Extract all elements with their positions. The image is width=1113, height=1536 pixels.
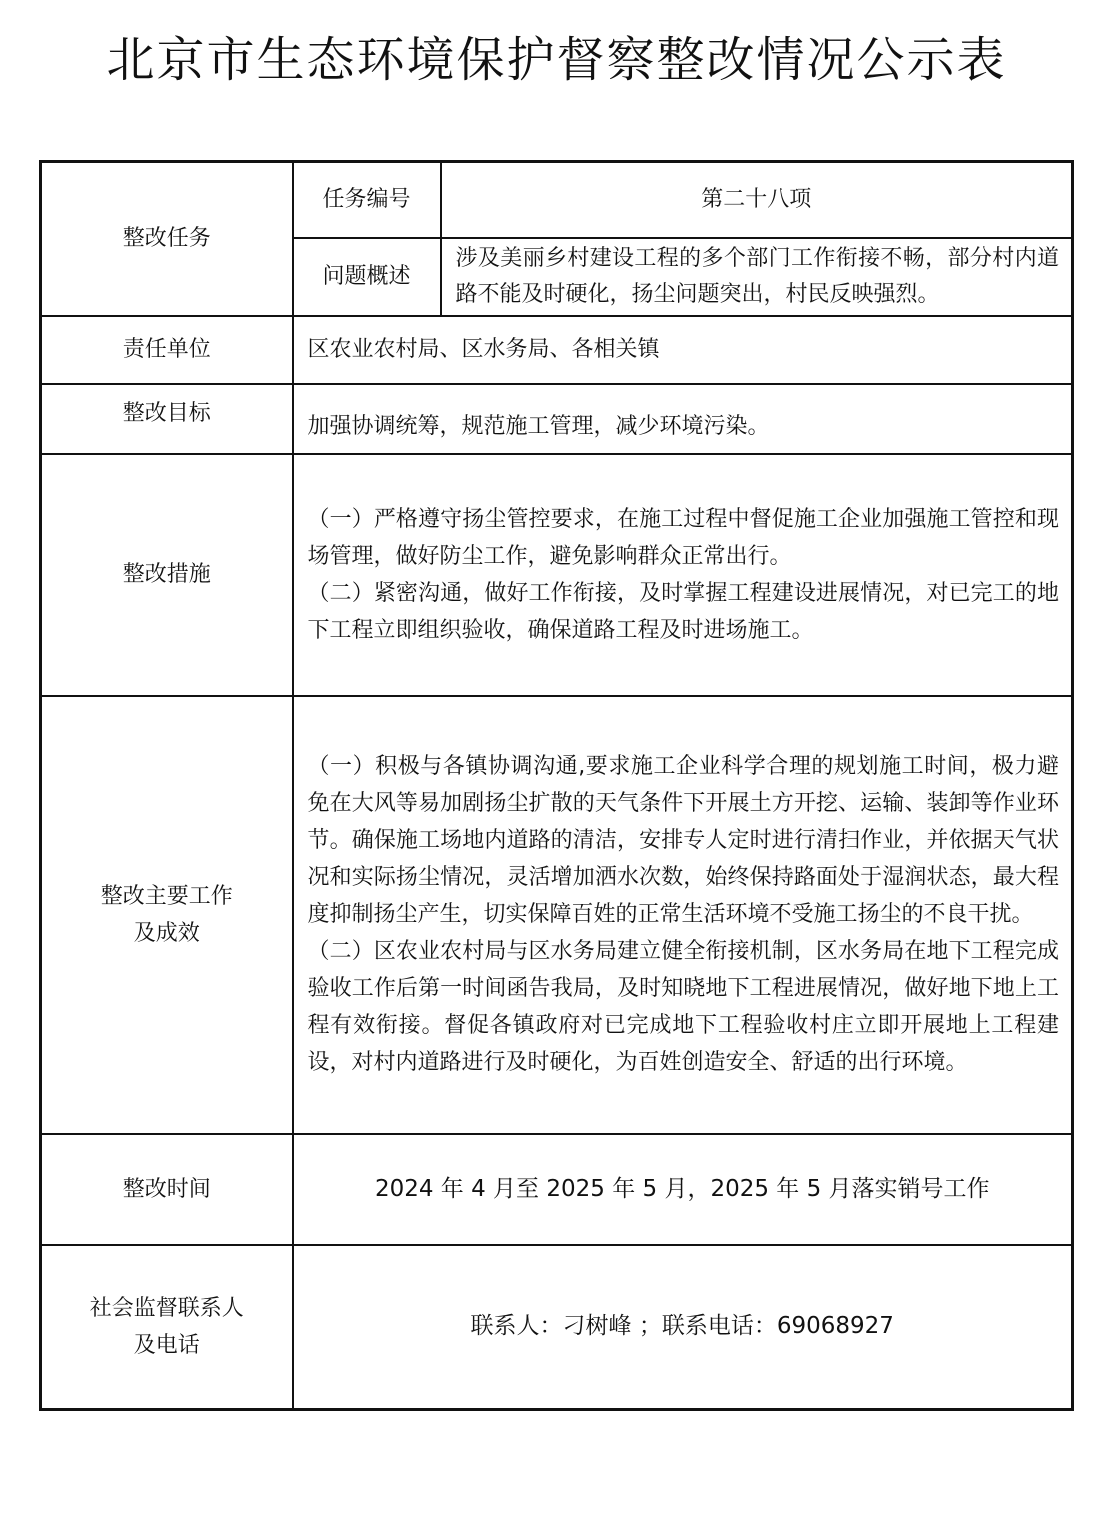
- goal-label: 整改目标: [41, 384, 293, 454]
- measures-row: [41, 454, 1073, 696]
- contact-row: [41, 1245, 1073, 1410]
- task-number-label: 任务编号: [293, 162, 441, 238]
- work-label: [41, 696, 293, 1134]
- time-row: [41, 1134, 1073, 1245]
- task-summary-value: 涉及美丽乡村建设工程的多个部门工作衔接不畅，部分村内道路不能及时硬化，扬尘问题突出，村民反映强烈。: [441, 238, 1073, 316]
- measures-item-1: （一）严格遵守扬尘管控要求，在施工过程中督促施工企业加强施工管控和现场管理，做好防尘工作，避免影响群众正常出行。: [307, 506, 1059, 569]
- work-item-1: （一）积极与各镇协调沟通,要求施工企业科学合理的规划施工时间，极力避免在大风等易加剧扬尘扩散的天气条件下开展土方开挖、运输、装卸等作业环节。确保施工场地内道路的清洁，安排专人定时进行清扫作业，并依据天气状况和实际扬尘情况，灵活增加洒水次数，始终保持路面处于湿润状态，最大程度抑制扬尘产生，切实保障百姓的正常生活环境不受施工扬尘的不良干扰。: [307, 754, 1059, 927]
- goal-value: 加强协调统筹，规范施工管理，减少环境污染。: [293, 384, 1073, 454]
- rectification-table: [39, 160, 1074, 1411]
- work-content: [293, 696, 1073, 1134]
- measures-item-2: （二）紧密沟通，做好工作衔接，及时掌握工程建设进展情况，对已完工的地下工程立即组织验收，确保道路工程及时进场施工。: [307, 580, 1059, 643]
- task-label: 整改任务: [41, 162, 293, 316]
- contact-value: 联系人：刁树峰 ；联系电话：69068927: [293, 1245, 1073, 1410]
- work-label-line2: 及成效: [133, 920, 200, 946]
- measures-content: [293, 454, 1073, 696]
- responsible-row: [41, 316, 1073, 384]
- time-label: 整改时间: [41, 1134, 293, 1245]
- contact-label: [41, 1245, 293, 1410]
- contact-label-line2: 及电话: [133, 1332, 200, 1358]
- task-summary-label: 问题概述: [293, 238, 441, 316]
- time-value: 2024 年 4 月至 2025 年 5 月，2025 年 5 月落实销号工作: [293, 1134, 1073, 1245]
- goal-row: [41, 384, 1073, 454]
- work-label-line1: 整改主要工作: [100, 883, 233, 909]
- contact-label-line1: 社会监督联系人: [89, 1295, 244, 1321]
- work-item-2: （二）区农业农村局与区水务局建立健全衔接机制，区水务局在地下工程完成验收工作后第一时间函告我局，及时知晓地下工程进展情况，做好地下地上工程有效衔接。督促各镇政府对已完成地下工程验收村庄立即开展地上工程建设，对村内道路进行及时硬化，为百姓创造安全、舒适的出行环境。: [307, 939, 1059, 1075]
- responsible-label: 责任单位: [41, 316, 293, 384]
- task-number-row: [41, 162, 1073, 238]
- responsible-value: 区农业农村局、区水务局、各相关镇: [293, 316, 1073, 384]
- task-number-value: 第二十八项: [441, 162, 1073, 238]
- measures-label: 整改措施: [41, 454, 293, 696]
- work-row: [41, 696, 1073, 1134]
- page-title: 北京市生态环境保护督察整改情况公示表: [106, 32, 1007, 88]
